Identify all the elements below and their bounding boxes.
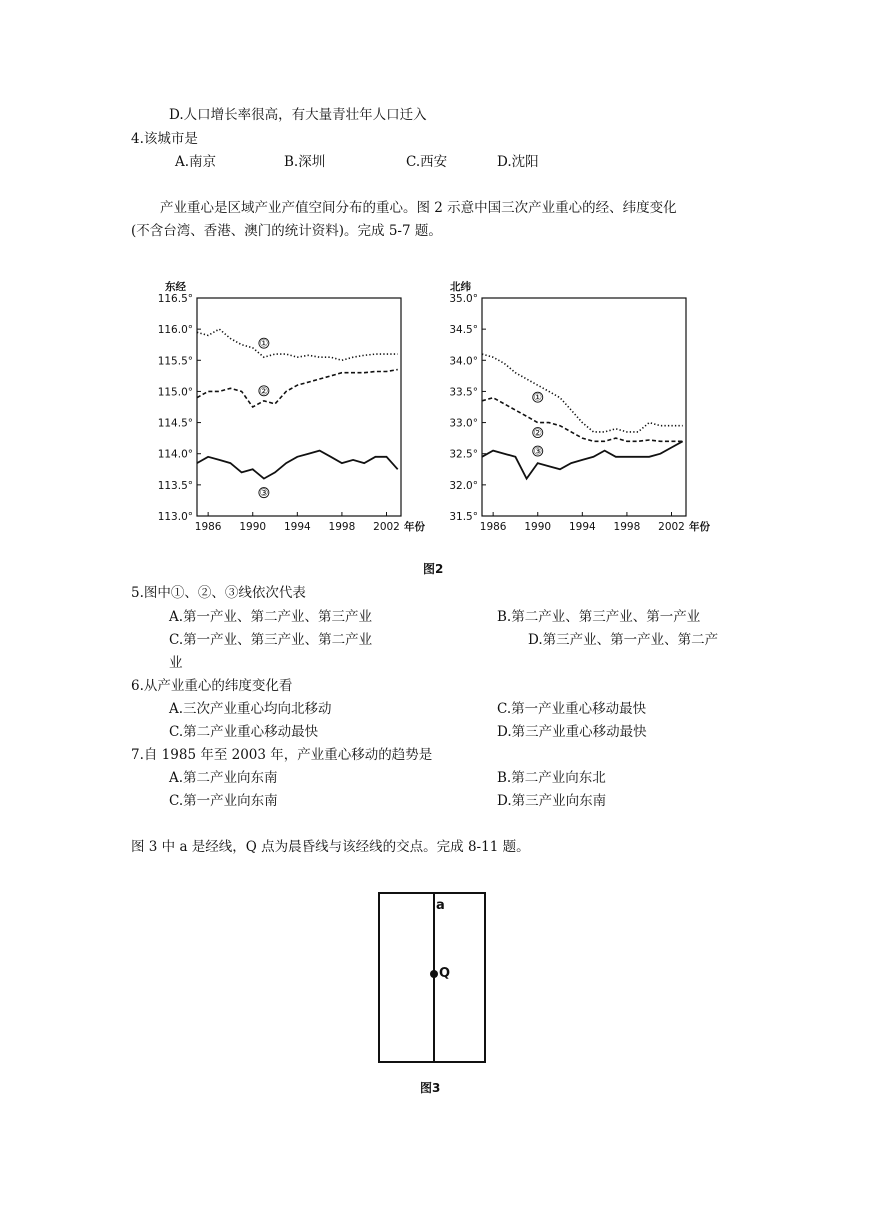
series-marker-label: ③ [259,488,269,500]
chart-frame [482,298,686,516]
q4-option-a: A.南京 [175,154,217,170]
y-tick-label: 116.5° [157,293,193,305]
q5-option-c: C.第一产业、第三产业、第二产业 [169,632,373,648]
figure2-caption: 图2 [423,562,444,576]
series-marker-label: ② [259,386,269,398]
latitude-chart [435,272,725,542]
q4-option-b: B.深圳 [284,154,326,170]
q7-option-d: D.第三产业向东南 [497,793,607,809]
series-line-2 [197,370,398,407]
y-tick-label: 115.5° [157,355,193,368]
y-tick-label: 33.0° [449,417,478,430]
series-marker-label: ② [533,428,543,440]
q7-option-b: B.第二产业向东北 [497,770,606,786]
series-line-3 [197,451,398,479]
x-tick-label: 1994 [283,521,311,533]
longitude-chart-svg [150,272,430,542]
q5-option-d: D.第三产业、第一产业、第二产 [528,632,719,648]
q6-option-c: C.第二产业重心移动最快 [169,724,319,740]
chart-frame [197,298,401,516]
q4-option-d: D.沈阳 [497,154,539,170]
x-tick-label: 2002 [373,521,400,533]
x-tick-label: 1986 [194,521,222,533]
series-line-1 [482,354,683,432]
intro-8-11: 图 3 中 a 是经线，Q 点为晨昏线与该经线的交点。完成 8-11 题。 [131,839,530,855]
x-tick-label: 1994 [568,521,596,533]
y-axis-title: 北纬 [450,281,471,293]
y-tick-label: 116.0° [157,324,193,337]
y-tick-label: 114.0° [157,448,193,461]
q7-option-a: A.第二产业向东南 [169,770,278,786]
q7-option-c: C.第一产业向东南 [169,793,278,809]
y-tick-label: 31.5° [449,511,478,523]
q6-option-b: C.第一产业重心移动最快 [497,701,647,717]
y-tick-label: 33.5° [449,386,478,399]
y-tick-label: 115.0° [157,386,193,399]
y-tick-label: 114.5° [157,417,193,430]
q5-option-a: A.第一产业、第二产业、第三产业 [169,609,373,625]
intro-5-7-line2: (不含台湾、香港、澳门的统计资料)。完成 5-7 题。 [131,223,442,239]
x-tick-label: 1990 [524,521,552,533]
x-tick-label: 1990 [239,521,267,533]
q5-stem: 5.图中①、②、③线依次代表 [131,585,306,601]
series-line-2 [482,398,683,442]
y-tick-label: 113.5° [157,479,193,492]
y-tick-label: 34.0° [449,355,478,368]
figure3-caption: 图3 [420,1081,441,1095]
series-marker-label: ③ [533,446,543,458]
q4-stem: 4.该城市是 [131,131,198,147]
label-a: a [436,898,445,913]
series-marker-label: ① [259,338,269,350]
intro-5-7-line1: 产业重心是区域产业产值空间分布的重心。图 2 示意中国三次产业重心的经、纬度变化 [160,200,677,216]
q7-stem: 7.自 1985 年至 2003 年，产业重心移动的趋势是 [131,747,433,763]
x-axis-title: 年份 [404,521,425,533]
y-tick-label: 32.5° [449,448,478,461]
x-tick-label: 1986 [479,521,507,533]
y-axis-title: 东经 [165,281,186,293]
y-tick-label: 35.0° [449,293,478,305]
x-tick-label: 1998 [328,521,356,533]
y-tick-label: 113.0° [157,511,193,523]
q6-stem: 6.从产业重心的纬度变化看 [131,678,293,694]
q5-option-b: B.第二产业、第三产业、第一产业 [497,609,701,625]
point-q [430,970,438,978]
latitude-chart-svg [435,272,725,542]
q6-option-d: D.第三产业重心移动最快 [497,724,647,740]
q3-option-d: D.人口增长率很高，有大量青壮年人口迁入 [169,107,427,123]
x-tick-label: 2002 [658,521,685,533]
q5-option-d-wrap: 业 [169,655,183,671]
series-line-3 [482,441,683,478]
y-tick-label: 34.5° [449,324,478,337]
x-axis-title: 年份 [689,521,710,533]
y-tick-label: 32.0° [449,479,478,492]
q6-option-a: A.三次产业重心均向北移动 [169,701,332,717]
longitude-chart [150,272,430,542]
series-line-1 [197,329,398,360]
q4-option-c: C.西安 [406,154,448,170]
x-tick-label: 1998 [613,521,641,533]
label-q: Q [439,966,451,981]
series-marker-label: ① [533,392,543,404]
